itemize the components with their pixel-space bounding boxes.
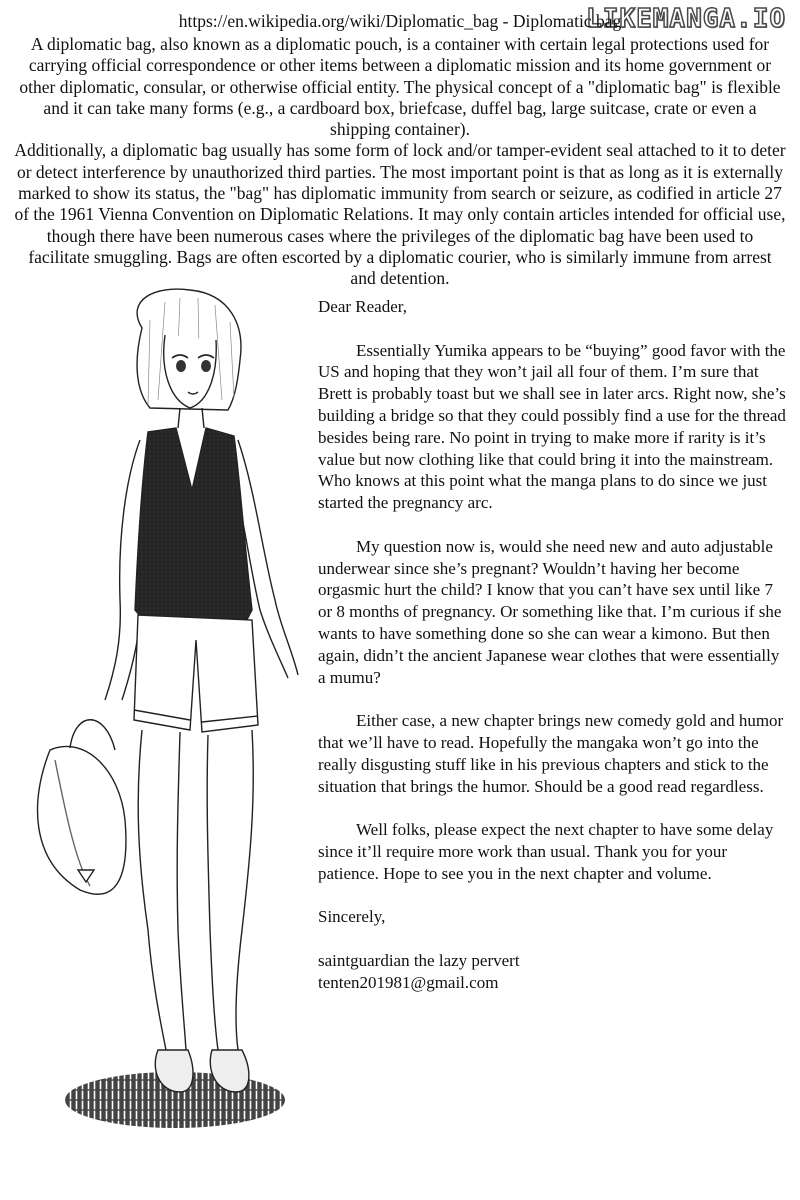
- letter-paragraph-3: Either case, a new chapter brings new comedy gold and humor that we’ll have to read. Hopefully the mangaka won’t go into the really disgusting stuff like in his previous chapters and stick to the situation that brings the humor. Should be a good read regardless.: [318, 711, 784, 796]
- letter-greeting: Dear Reader,: [318, 297, 407, 316]
- intro-paragraph-1: A diplomatic bag, also known as a diplomatic pouch, is a container with certain legal protections used for carrying official correspondence or other items between a diplomatic mission and its home government or other diplomatic, consular, or otherwise official entity. The physical concept of a "diplomatic bag" is flexible and it can take many forms (e.g., a cardboard box, briefcase, duffel bag, large suitcase, crate or even a shipping container).: [19, 34, 781, 140]
- letter-paragraph-2: My question now is, would she need new and auto adjustable underwear since she’s pregnant? Wouldn’t having her become orgasmic hurt the child? I know that you can’t have sex until like 7 or 8 months of pregnancy. Or something like that. I’m curious if she wants to have something done so she can wear a kimono. But then again, didn’t the ancient Japanese wear clothes that were essentially a mumu?: [318, 536, 782, 687]
- letter: [318, 296, 788, 994]
- intro-text: [14, 34, 786, 290]
- signature-email[interactable]: tenten201981@gmail.com: [318, 972, 499, 992]
- site-watermark: LIKEMANGA.IO: [586, 4, 786, 34]
- letter-paragraph-4: Well folks, please expect the next chapter to have some delay since it’ll require more work than usual. Thank you for your patience. Hope to see you in the next chapter and volume.: [318, 820, 774, 883]
- source-url[interactable]: https://en.wikipedia.org/wiki/Diplomatic_bag - Diplomatic bag: [178, 11, 622, 31]
- signature-name: saintguardian the lazy pervert: [318, 950, 520, 970]
- intro-paragraph-2: Additionally, a diplomatic bag usually has some form of lock and/or tamper-evident seal attached to it to deter or detect interference by unauthorized third parties. The most important point is that as long as it is externally marked to show its status, the "bag" has diplomatic immunity from search or seizure, as codified in article 27 of the 1961 Vienna Convention on Diplomatic Relations. It may only contain articles intended for official use, though there have been numerous cases where the privileges of the diplomatic bag have been used to facilitate smuggling. Bags are often escorted by a diplomatic courier, who is similarly immune from arrest and detention.: [14, 140, 786, 289]
- letter-closing: Sincerely,: [318, 907, 386, 927]
- manga-illustration: [30, 280, 320, 1180]
- signature-block: [318, 950, 788, 994]
- letter-paragraph-1: Essentially Yumika appears to be “buying” good favor with the US and hoping that they won’t jail all four of them. I’m sure that Brett is probably toast but we shall see in later arcs. Right now, she’s building a bridge so that they could possibly find a use for the thread besides being rare. No point in trying to make more if rarity is it’s value but now clothing like that could bring it into the mainstream. Who knows at this point what the manga plans to do since we just started the pregnancy arc.: [318, 340, 786, 513]
